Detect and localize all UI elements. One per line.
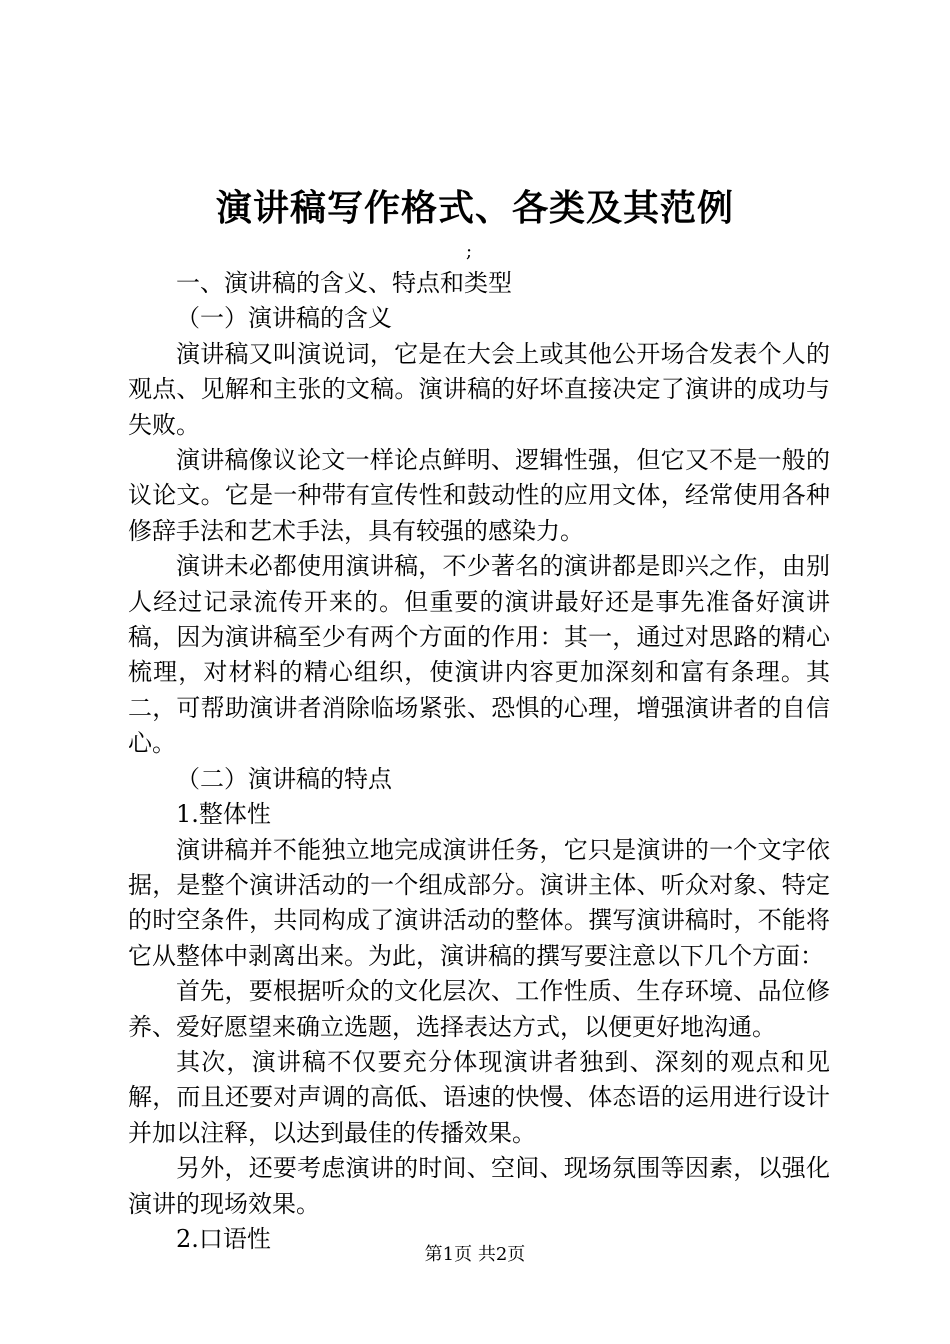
body-paragraph: 演讲未必都使用演讲稿，不少著名的演讲都是即兴之作，由别人经过记录流传开来的。但重要的演讲最好还是事先准备好演讲稿，因为演讲稿至少有两个方面的作用：其一，通过对思路的精心梳理，对材料的精心组织，使演讲内容更加深刻和富有条理。其二，可帮助演讲者消除临场紧张、恐惧的心理，增强演讲者的自信心。 — [128, 552, 830, 758]
item-heading: 2.口语性 — [176, 1224, 271, 1253]
body-paragraph: 其次，演讲稿不仅要充分体现演讲者独到、深刻的观点和见解，而且还要对声调的高低、语速的快慢、体态语的运用进行设计并加以注释，以达到最佳的传播效果。 — [128, 1047, 830, 1147]
body-paragraph: 另外，还要考虑演讲的时间、空间、现场氛围等因素，以强化演讲的现场效果。 — [128, 1154, 830, 1218]
body-paragraph: 演讲稿又叫演说词，它是在大会上或其他公开场合发表个人的观点、见解和主张的文稿。演讲稿的好坏直接决定了演讲的成功与失败。 — [128, 339, 830, 439]
body-paragraph: 演讲稿像议论文一样论点鲜明、逻辑性强，但它又不是一般的议论文。它是一种带有宣传性和鼓动性的应用文体，经常使用各种修辞手法和艺术手法，具有较强的感染力。 — [128, 446, 830, 545]
section-heading: 一、演讲稿的含义、特点和类型 — [176, 269, 512, 297]
page-footer: 第1页 共2页 — [424, 1244, 526, 1265]
body-paragraph: 演讲稿并不能独立地完成演讲任务，它只是演讲的一个文字依据，是整个演讲活动的一个组成部分。演讲主体、听众对象、特定的时空条件，共同构成了演讲活动的整体。撰写演讲稿时，不能将它从整体中剥离出来。为此，演讲稿的撰写要注意以下几个方面： — [128, 835, 830, 970]
item-heading: 1.整体性 — [176, 800, 271, 829]
subsection-heading: （二）演讲稿的特点 — [176, 764, 392, 793]
document-body — [128, 266, 830, 1257]
subsection-heading: （一）演讲稿的含义 — [176, 304, 392, 333]
body-paragraph: 首先，要根据听众的文化层次、工作性质、生存环境、品位修养、爱好愿望来确立选题，选择表达方式，以便更好地沟通。 — [128, 977, 830, 1041]
document-title: 演讲稿写作格式、各类及其范例 — [215, 187, 734, 229]
stray-mark: ; — [466, 241, 473, 262]
